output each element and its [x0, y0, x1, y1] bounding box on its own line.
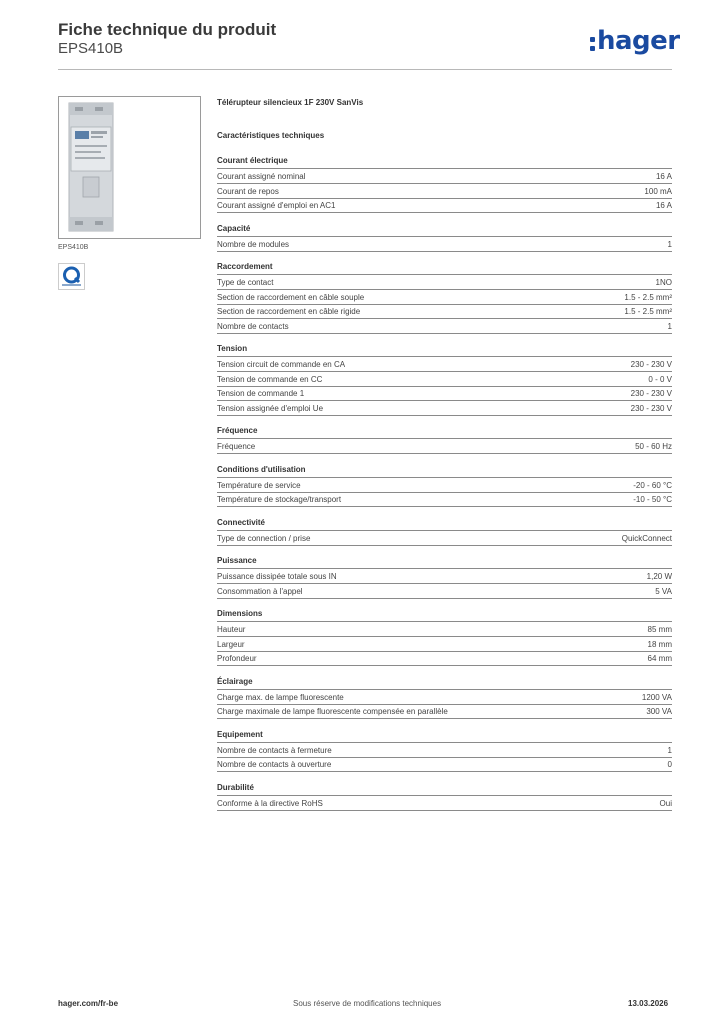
spec-value: 64 mm: [647, 654, 672, 663]
spec-value: 230 - 230 V: [630, 360, 672, 369]
spec-row: [217, 532, 672, 546]
spec-label: Conforme à la directive RoHS: [217, 798, 323, 808]
section-title: Equipement: [217, 730, 672, 743]
spec-value: 1.5 - 2.5 mm²: [624, 292, 672, 302]
spec-label: Température de stockage/transport: [217, 495, 342, 504]
characteristics-title: Caractéristiques techniques: [217, 131, 325, 140]
spec-label: Charge max. de lampe fluorescente: [217, 692, 344, 702]
quickconnect-badge-icon: [58, 263, 85, 290]
section-title: Fréquence: [217, 426, 672, 439]
spec-row: [217, 585, 672, 599]
hager-logo: [590, 26, 680, 56]
spec-value: 85 mm: [647, 625, 672, 634]
section-title: Durabilité: [217, 783, 672, 796]
logo-text: hager: [597, 26, 680, 56]
section-title: Dimensions: [217, 609, 672, 622]
header-divider: [58, 69, 672, 70]
spec-row: [217, 320, 672, 334]
spec-row: [217, 276, 672, 290]
spec-row: [217, 238, 672, 252]
spec-row: [217, 705, 672, 719]
spec-label: Puissance dissipée totale sous IN: [217, 572, 337, 581]
product-code: EPS410B: [58, 40, 124, 57]
photo-caption: EPS410B: [58, 244, 89, 251]
spec-value: 1: [667, 321, 672, 331]
spec-label: Hauteur: [217, 625, 246, 634]
spec-row: [217, 199, 672, 213]
spec-label: Tension assignée d'emploi Ue: [217, 403, 324, 413]
section-title: Raccordement: [217, 262, 672, 275]
section-title: Conditions d'utilisation: [217, 465, 672, 478]
spec-row: [217, 797, 672, 811]
spec-value: 18 mm: [647, 639, 672, 649]
footer-date: 13.03.2026: [628, 999, 669, 1008]
spec-label: Consommation à l'appel: [217, 586, 303, 596]
spec-row: [217, 493, 672, 507]
spec-label: Nombre de contacts à ouverture: [217, 760, 332, 769]
spec-value: 0: [667, 760, 672, 769]
spec-value: 1: [667, 745, 672, 755]
spec-row: [217, 623, 672, 637]
spec-value: 300 VA: [646, 707, 672, 716]
spec-label: Nombre de modules: [217, 239, 290, 249]
spec-row: [217, 744, 672, 758]
product-name: Télérupteur silencieux 1F 230V SanVis: [217, 98, 364, 107]
spec-label: Fréquence: [217, 442, 256, 451]
section-title: Connectivité: [217, 518, 672, 531]
section-title: Tension: [217, 344, 672, 357]
spec-label: Courant de repos: [217, 186, 279, 196]
section-title: Éclairage: [217, 677, 672, 690]
footer-disclaimer: Sous réserve de modifications techniques: [293, 999, 442, 1008]
page-title: Fiche technique du produit: [58, 20, 277, 39]
spec-value: QuickConnect: [621, 533, 672, 543]
spec-label: Courant assigné d'emploi en AC1: [217, 201, 336, 210]
spec-row: [217, 479, 672, 493]
section-title: Puissance: [217, 556, 672, 569]
spec-label: Section de raccordement en câble rigide: [217, 307, 361, 316]
section-title: Capacité: [217, 224, 672, 237]
spec-row: [217, 402, 672, 416]
spec-label: Type de connection / prise: [217, 533, 311, 543]
spec-row: [217, 758, 672, 772]
spec-row: [217, 638, 672, 652]
spec-label: Nombre de contacts: [217, 321, 289, 331]
spec-value: 100 mA: [644, 186, 672, 196]
spec-row: [217, 170, 672, 184]
spec-row: [217, 387, 672, 401]
spec-label: Nombre de contacts à fermeture: [217, 745, 332, 755]
spec-label: Température de service: [217, 480, 301, 490]
spec-label: Section de raccordement en câble souple: [217, 292, 365, 302]
spec-label: Charge maximale de lampe fluorescente compensée en parallèle: [217, 707, 448, 716]
spec-value: -10 - 50 °C: [633, 495, 672, 504]
spec-value: 16 A: [655, 172, 672, 181]
spec-value: 1,20 W: [646, 572, 672, 581]
spec-value: 1: [667, 239, 672, 249]
spec-row: [217, 305, 672, 319]
spec-value: 1200 VA: [641, 692, 672, 702]
spec-row: [217, 358, 672, 372]
product-photo: [58, 96, 201, 239]
spec-label: Type de contact: [217, 278, 274, 287]
device-image-icon: [65, 101, 117, 233]
spec-value: 5 VA: [655, 586, 672, 596]
spec-row: [217, 440, 672, 454]
spec-row: [217, 373, 672, 387]
section-title: Courant électrique: [217, 156, 672, 169]
spec-value: 1NO: [655, 278, 672, 287]
spec-row: [217, 291, 672, 305]
spec-value: 0 - 0 V: [648, 374, 672, 384]
spec-label: Tension de commande en CC: [217, 374, 323, 384]
spec-value: 230 - 230 V: [630, 403, 672, 413]
spec-value: 50 - 60 Hz: [635, 442, 672, 451]
spec-row: [217, 185, 672, 199]
logo-dots-icon: [590, 34, 595, 50]
spec-value: -20 - 60 °C: [633, 480, 672, 490]
spec-value: Oui: [659, 798, 672, 808]
spec-row: [217, 570, 672, 584]
spec-label: Tension de commande 1: [217, 389, 305, 398]
spec-label: Profondeur: [217, 654, 257, 663]
spec-label: Tension circuit de commande en CA: [217, 360, 346, 369]
spec-label: Largeur: [217, 639, 245, 649]
spec-value: 1.5 - 2.5 mm²: [624, 307, 672, 316]
footer-website[interactable]: hager.com/fr-be: [58, 999, 119, 1008]
spec-value: 16 A: [655, 201, 672, 210]
spec-label: Courant assigné nominal: [217, 172, 306, 181]
spec-row: [217, 652, 672, 666]
spec-row: [217, 691, 672, 705]
spec-value: 230 - 230 V: [630, 389, 672, 398]
